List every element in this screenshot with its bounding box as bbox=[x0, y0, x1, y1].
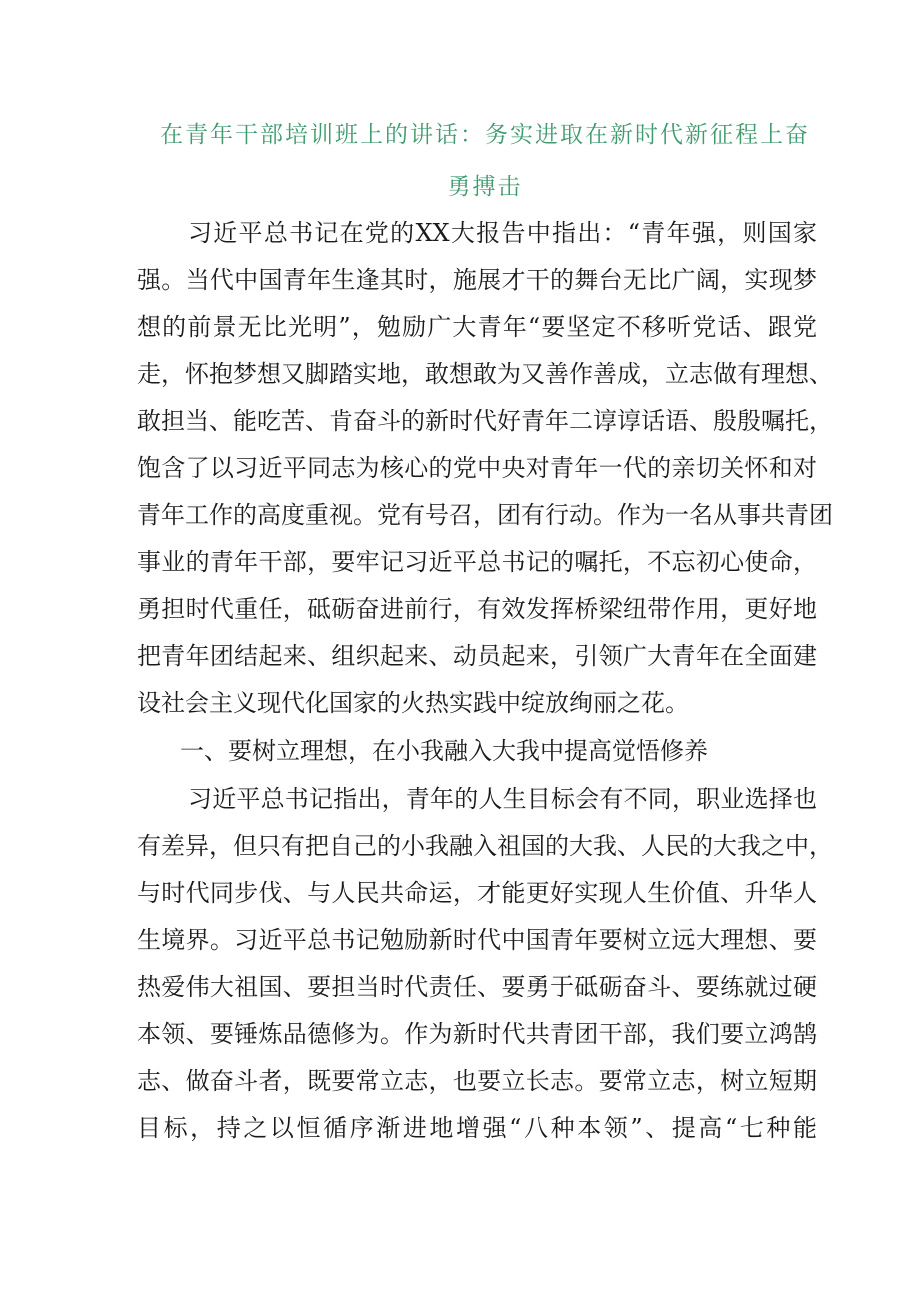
paragraph-2-line: 热爱伟大祖国、要担当时代责任、要勇于砥砺奋斗、要练就过硬 bbox=[137, 973, 817, 1001]
paragraph-2-line: 志、做奋斗者，既要常立志，也要立长志。要常立志，树立短期 bbox=[137, 1067, 817, 1095]
paragraph-2-line: 习近平总书记指出，青年的人生目标会有不同，职业选择也 bbox=[188, 785, 817, 813]
paragraph-1-line: 习近平总书记在党的XX大报告中指出：“青年强，则国家 bbox=[188, 219, 817, 247]
paragraph-1-line: 敢担当、能吃苦、肯奋斗的新时代好青年二谆谆话语、殷殷嘱托， bbox=[137, 407, 833, 435]
paragraph-1-line: 强。当代中国青年生逢其时，施展才干的舞台无比广阔，实现梦 bbox=[137, 266, 817, 294]
paragraph-1-line: 走，怀抱梦想又脚踏实地，敢想敢为又善作善成，立志做有理想、 bbox=[137, 360, 833, 388]
paragraph-1-line: 勇担时代重任，砥砺奋进前行，有效发挥桥梁纽带作用，更好地 bbox=[137, 595, 817, 623]
paragraph-2-line: 有差异，但只有把自己的小我融入祖国的大我、人民的大我之中， bbox=[137, 832, 833, 860]
paragraph-2-line: 本领、要锤炼品德修为。作为新时代共青团干部，我们要立鸿鹄 bbox=[137, 1020, 817, 1048]
paragraph-2-line: 与时代同步伐、与人民共命运，才能更好实现人生价值、升华人 bbox=[137, 879, 817, 907]
document-title-line-2: 勇搏击 bbox=[447, 174, 523, 200]
section-heading-1: 一、要树立理想，在小我融入大我中提高觉悟修养 bbox=[180, 737, 708, 765]
paragraph-1-line: 把青年团结起来、组织起来、动员起来，引领广大青年在全面建 bbox=[137, 642, 817, 670]
paragraph-1-line: 设社会主义现代化国家的火热实践中绽放绚丽之花。 bbox=[137, 689, 689, 717]
paragraph-1-line: 想的前景无比光明”，勉励广大青年“要坚定不移听党话、跟党 bbox=[137, 313, 817, 341]
paragraph-2-line: 目标，持之以恒循序渐进地增强“八种本领”、提高“七种能 bbox=[137, 1114, 817, 1142]
paragraph-2-line: 生境界。习近平总书记勉励新时代中国青年要树立远大理想、要 bbox=[137, 926, 817, 954]
document-title-line-1: 在青年干部培训班上的讲话：务实进取在新时代新征程上奋 bbox=[160, 122, 810, 148]
paragraph-1-line: 青年工作的高度重视。党有号召，团有行动。作为一名从事共青团 bbox=[137, 501, 833, 529]
paragraph-1-line: 事业的青年干部，要牢记习近平总书记的嘱托，不忘初心使命， bbox=[137, 548, 817, 576]
paragraph-1-line: 饱含了以习近平同志为核心的党中央对青年一代的亲切关怀和对 bbox=[137, 454, 817, 482]
